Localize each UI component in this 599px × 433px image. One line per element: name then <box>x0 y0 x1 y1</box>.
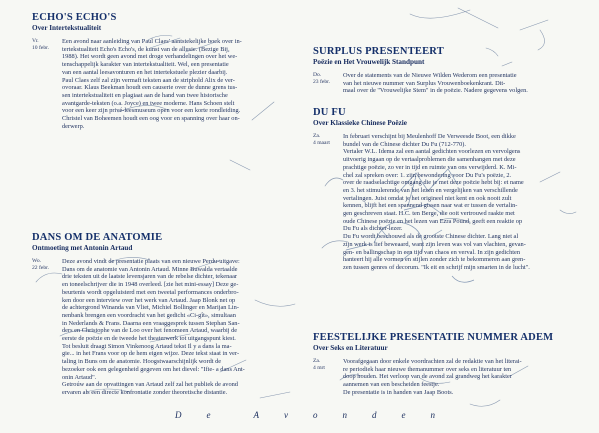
footer-letter: o <box>313 410 318 420</box>
event-entry <box>313 133 595 272</box>
section-dans <box>32 232 294 397</box>
footer-letter: d <box>372 410 377 420</box>
section-surplus <box>313 46 595 95</box>
section-title: ECHO'S ECHO'S <box>32 12 117 23</box>
event-description: Een avond naar aanleiding van Paul Claes' aantstekelijke boek over in- tertekstualiteit Echo's Echo's, de kunst van de allusie. (Bezige Bij, 1988). Het wordt geen avond met droge verhandelingen over het we- tenschappelijk karakter van intertekstualiteit. Wel, een presentatie van een aantal leesavonturen en het intertekstuele plezier daarbij. Paul Claes zelf zal zijn vermaft teksten aan de striphold Alix de ver- ovoraar. Klaus Beekman houdt een causerie over de dunne grens tus- sen intertekstualiteit en plagiaat aan de hand van twee historische avantgarde-teksten (o.a. Joyce) en twee moderne. Hans Schoen stelt voor een keer zijn privé-leesmuseum open voor een korte rondleiding. Christel van Boheemen houdt een oog voor en spanning over haar on- derwerp. <box>62 38 242 130</box>
event-date: Za. 4 mrt <box>313 358 325 372</box>
event-date: Vr. 10 febr. <box>32 38 50 52</box>
footer-letter: e <box>206 410 211 420</box>
section-subtitle: Over Seks en Literatuur <box>313 344 388 352</box>
event-date: Do. 23 febr. <box>313 72 331 86</box>
section-title: FEESTELIJKE PRESENTATIE NUMMER ADEM <box>313 332 554 343</box>
footer-letter: A <box>253 410 259 420</box>
footer-letter: n <box>430 410 435 420</box>
section-title: DU FU <box>313 107 346 118</box>
event-entry <box>313 72 595 95</box>
event-description: Over de statements van de Nieuwe Wilden Wederom een presentatie van het nieuwe nummer van Surplus Vrouwenboekenkrant. Dit- maal over de "Vrouwelijke Stem" in de poëzie. Nadere gegevens volgen. <box>343 72 528 95</box>
footer-letter: n <box>342 410 347 420</box>
section-title: SURPLUS PRESENTEERT <box>313 46 444 57</box>
section-subtitle: Poëzie en Het Vrouwelijk Standpunt <box>313 58 425 66</box>
section-dufu <box>313 107 595 272</box>
section-subtitle: Ontmoeting met Antonin Artaud <box>32 244 133 252</box>
footer-title <box>175 410 435 420</box>
event-description: In februari verschijnt bij Meulenhoff De Verweesde Boot, een dikke bundel van de Chinese dichter Du Fu (712-770). Vertaler W.L. Idema zal een aantal gedichten voorlezen en vervolgens uitvoerig ingaan op de vertaalproblemen die samenhangen met deze prachtige poëzie, zo ver in tijd en ruimte van ons verwijderd. K. Mi- chel zal spreken over: 1. zijn bewondering voor Du Fu's poëzie, 2. over de raadselachtige omgang die je met deze poëzie hebt bij: et name en 3. het stimulerende van het lezen en vergelijken van verschillende vertalingen. Juist omdat je het origineel niet kent en ook nooit zult kennen, blijft het een spannend gissen naar wat er tussen de vertalin- gen geschreven staat. H.C. ten Berge, die ooit vertrouwd raakte met oude Chinese poëzie en het lezen van Ezra Pound, geeft een reaktie op Du Fu als dichter-lezer. Du Fu wordt beschouwd als de grootste Chinese dichter. Lang niet al zijn werk is lief beweaard, want zijn leven was vol van vlachten, gevan- gen- en ballingschap in een tijd van chaos en verval. In zijn gedichten hanteert hij alle vormen en stijlen zonder zich te bekommeren aan gren- zen tussen genres of decorum. "Ik eit en schrijf mijn smarten in de lucht". <box>343 133 530 271</box>
event-date: Za. 4 maart <box>313 133 330 147</box>
section-subtitle: Over Intertekstualiteit <box>32 24 102 32</box>
section-title: DANS OM DE ANATOMIE <box>32 232 163 243</box>
footer-letter: e <box>401 410 406 420</box>
event-description: Deze avond vindt de presentatie plaats van een nieuwe Perdu-uitgave: Dans om de anatomie van Antonin Artaud. Minne Buwalda vertaalde drie teksten uit de laatste levensjaren van de rebelse dichter, tekenaar en toneelschrijver die in 1948 overleed. [zie het mini-essay] Deze ge- beurtenis wordt opgeluisterd met een tweetal performances onderbro- ken door een interview over het werk van Artaud. Jaap Blonk net op de achtergrond Winanda van Vliet, Michiel Bollinger en Marijan Lin- nenbank brengen een voordracht van het gedicht «Ci-gît», simultaan in Nederlands & Frans. Daarna een vraaggesprek tussen Stephan San- ders en Christophe van de Loo over het fenomeen Artaud, waarbij de eerste de poëzie en de tweede het theaterwerk tot uitgangspunt kiest. Tot besluit draagt Simon Vinkenoog Artaud tekst Il y a dans la ma- gie... in het Frans voor op de hem eigen wijze. Deze tekst staat in ver- taling in Buns om de anatomie. Hoogstwaarschijnlijk wordt de bezoeker ook een gelegenheid gegeven om het dievel: "Ifie- a dans Ant- onin Artaud". Getroúw aan de opvattingen van Artaud zelf zal het publiek de avond ervaren als een directe konfrontatie zonder theoretische distantie. <box>62 258 245 396</box>
section-echos <box>32 12 294 130</box>
section-subtitle: Over Klassieke Chinese Poëzie <box>313 119 407 127</box>
footer-letter: D <box>175 410 182 420</box>
event-entry <box>32 38 294 130</box>
event-entry <box>313 358 595 397</box>
section-adem <box>313 332 595 397</box>
event-date: Wo. 22 febr. <box>32 258 50 272</box>
event-description: Voorafgegaan door enkele voordrachten zal de redaktie van het literai- re periodiek haar nieuwe themanummer over seks en literatuur ten doop houden. Het verloop van de avond zal grandweg het karakter aannemen van een bescheiden feestje. De presentatie is in handen van Jaap Boots. <box>343 358 522 396</box>
footer-letter: v <box>284 410 288 420</box>
event-entry <box>32 258 294 397</box>
